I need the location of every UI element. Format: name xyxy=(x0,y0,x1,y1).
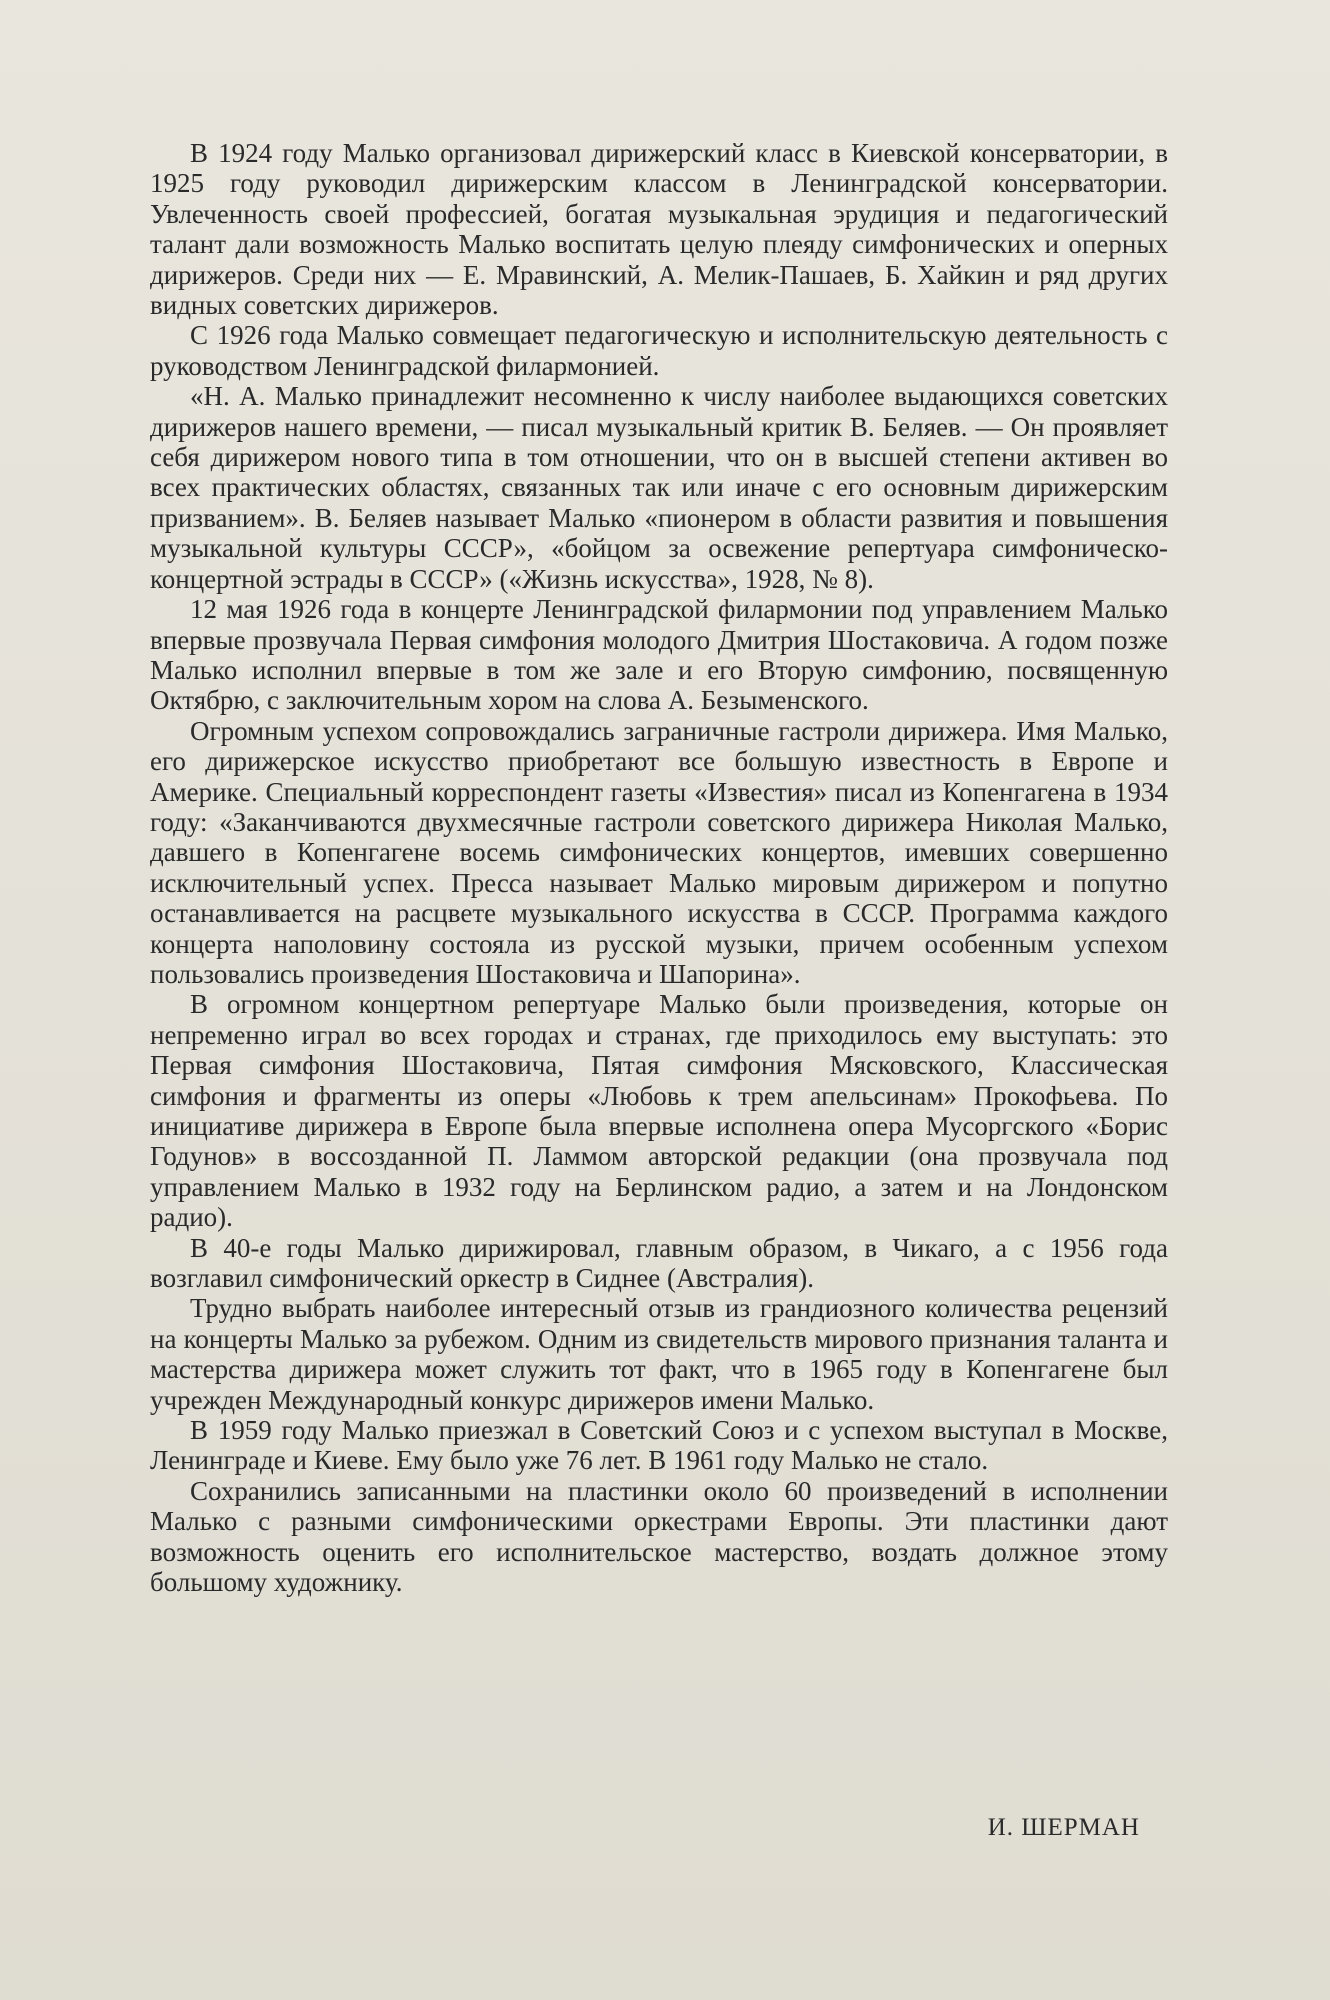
paragraph: 12 мая 1926 года в концерте Ленинградской филармонии под управлением Малько впервые прозвучала Первая симфония молодого Дмитрия Шостаковича. А годом позже Малько исполнил впервые в том же зале и его Вторую симфонию, посвященную Октябрю, с заключительным хором на слова А. Безыменского. xyxy=(150,594,1168,716)
paragraph: В 1959 году Малько приезжал в Советский Союз и с успехом выступал в Москве, Ленинграде и Киеве. Ему было уже 76 лет. В 1961 году Малько не стало. xyxy=(150,1415,1168,1476)
article-body xyxy=(150,138,1168,1598)
paragraph: В огромном концертном репертуаре Малько были произведения, которые он непременно играл во всех городах и странах, где приходилось ему выступать: это Первая симфония Шостаковича, Пятая симфония Мясковского, Классическая симфония и фрагменты из оперы «Любовь к трем апельсинам» Прокофьева. По инициативе дирижера в Европе была впервые исполнена опера Мусоргского «Борис Годунов» в воссозданной П. Ламмом авторской редакции (она прозвучала под управлением Малько в 1932 году на Берлинском радио, а затем и на Лондонском радио). xyxy=(150,989,1168,1233)
paragraph: «Н. А. Малько принадлежит несомненно к числу наиболее выдающихся советских дирижеров нашего времени, — писал музыкальный критик В. Беляев. — Он проявляет себя дирижером нового типа в том отношении, что он в высшей степени активен во всех практических областях, связанных так или иначе с его основным дирижерским призванием». В. Беляев называет Малько «пионером в области развития и повышения музыкальной культуры СССР», «бойцом за освежение репертуара симфоническо-концертной эстрады в СССР» («Жизнь искусства», 1928, № 8). xyxy=(150,381,1168,594)
paragraph: Огромным успехом сопровождались заграничные гастроли дирижера. Имя Малько, его дирижерское искусство приобретают все большую известность в Европе и Америке. Специальный корреспондент газеты «Известия» писал из Копенгагена в 1934 году: «Заканчиваются двухмесячные гастроли советского дирижера Николая Малько, давшего в Копенгагене восемь симфонических концертов, имевших совершенно исключительный успех. Пресса называет Малько мировым дирижером и попутно останавливается на расцвете музыкального искусства в СССР. Программа каждого концерта наполовину состояла из русской музыки, причем особенным успехом пользовались произведения Шостаковича и Шапорина». xyxy=(150,715,1168,989)
paragraph: С 1926 года Малько совмещает педагогическую и исполнительскую деятельность с руководством Ленинградской филармонией. xyxy=(150,320,1168,381)
paragraph: Сохранились записанными на пластинки около 60 произведений в исполнении Малько с разными симфоническими оркестрами Европы. Эти пластинки дают возможность оценить его исполнительское мастерство, воздать должное этому большому художнику. xyxy=(150,1475,1168,1598)
author-signature: И. ШЕРМАН xyxy=(987,1814,1140,1841)
paragraph: Трудно выбрать наиболее интересный отзыв из грандиозного количества рецензий на концерты Малько за рубежом. Одним из свидетельств мирового признания таланта и мастерства дирижера может служить тот факт, что в 1965 году в Копенгагене был учрежден Международный конкурс дирижеров имени Малько. xyxy=(150,1293,1168,1415)
paragraph: В 1924 году Малько организовал дирижерский класс в Киевской консерватории, в 1925 году руководил дирижерским классом в Ленинградской консерватории. Увлеченность своей профессией, богатая музыкальная эрудиция и педагогический талант дали возможность Малько воспитать целую плеяду симфонических и оперных дирижеров. Среди них — Е. Мравинский, А. Мелик-Пашаев, Б. Хайкин и ряд других видных советских дирижеров. xyxy=(150,138,1168,321)
paragraph: В 40-е годы Малько дирижировал, главным образом, в Чикаго, а с 1956 года возглавил симфонический оркестр в Сиднее (Австралия). xyxy=(150,1232,1168,1294)
